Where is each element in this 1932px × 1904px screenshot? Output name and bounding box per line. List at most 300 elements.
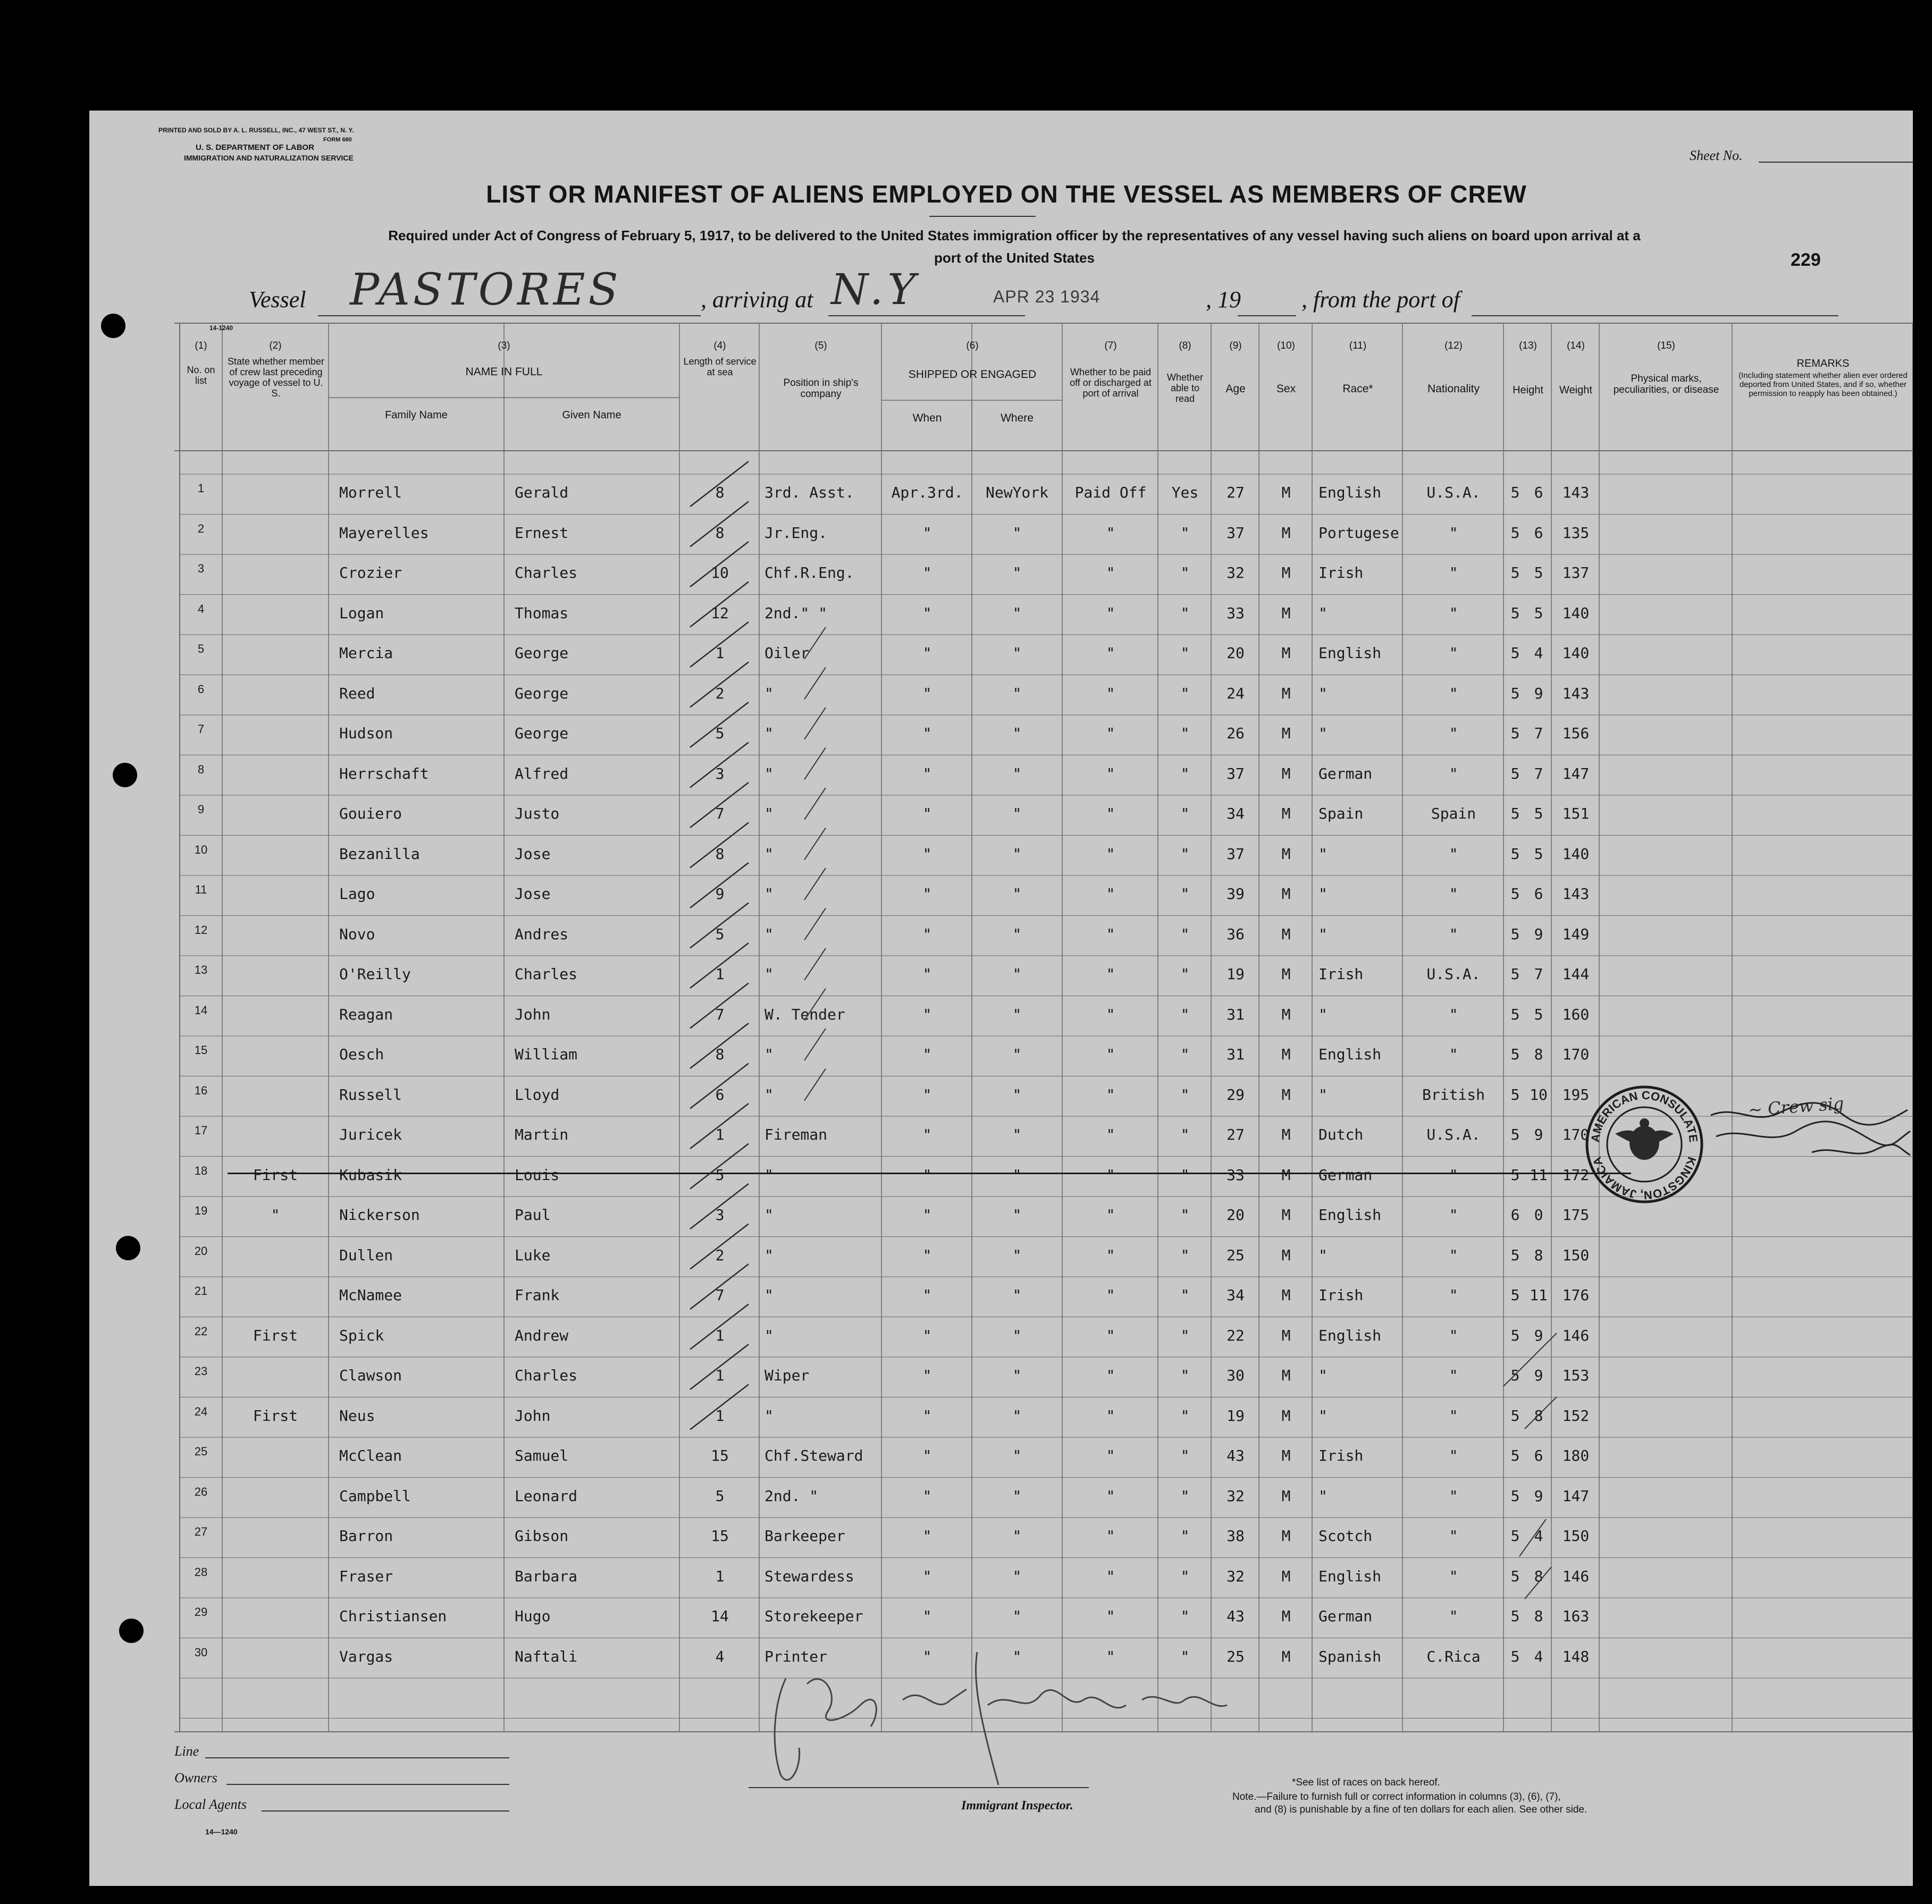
row-number: 27: [194, 1525, 208, 1538]
row-number: 16: [194, 1083, 208, 1097]
age: 43: [1227, 1607, 1245, 1625]
family-name: Kubasik: [339, 1166, 402, 1184]
nationality: ": [1449, 684, 1458, 702]
paid-off: ": [1106, 1166, 1115, 1184]
shipped-where: ": [1012, 1206, 1022, 1224]
nationality: ": [1449, 724, 1458, 742]
sex: M: [1281, 564, 1291, 582]
height-inches: 7: [1534, 965, 1543, 983]
height-inches: 7: [1534, 724, 1543, 742]
nationality: ": [1449, 764, 1458, 782]
length-of-service: 8: [715, 845, 725, 863]
able-to-read: ": [1180, 1046, 1190, 1063]
sex: M: [1281, 965, 1291, 983]
given-name: John: [515, 1005, 551, 1023]
height-feet: 5: [1510, 1447, 1520, 1464]
printer-line: PRINTED AND SOLD BY A. L. RUSSELL, INC., 47 WEST ST., N. Y.: [158, 127, 354, 134]
given-name: Thomas: [515, 604, 569, 622]
able-to-read: ": [1180, 1085, 1190, 1103]
nationality: ": [1449, 524, 1458, 542]
given-name: Gerald: [515, 484, 569, 501]
able-to-read: ": [1180, 684, 1190, 702]
family-name: Juricek: [339, 1126, 402, 1143]
weight: 163: [1562, 1607, 1590, 1625]
weight: 140: [1562, 604, 1590, 622]
shipped-where: ": [1012, 1085, 1022, 1103]
paid-off: ": [1106, 644, 1115, 662]
age: 32: [1227, 1567, 1245, 1585]
service-name: IMMIGRATION AND NATURALIZATION SERVICE: [184, 154, 354, 162]
race: English: [1318, 1206, 1382, 1224]
able-to-read: ": [1180, 524, 1190, 542]
paid-off: ": [1106, 805, 1115, 822]
length-of-service: 5: [715, 1166, 725, 1184]
age: 32: [1227, 1487, 1245, 1505]
sex: M: [1281, 1447, 1291, 1464]
col-9-header: Age: [1225, 383, 1246, 395]
sex: M: [1281, 524, 1291, 542]
col-16-note: (Including statement whether alien ever ordered deported from United States, and if so, whether permission to reapply has been obtained.): [1738, 371, 1908, 398]
race: English: [1318, 484, 1382, 501]
shipped-when: ": [922, 724, 932, 742]
races-note: *See list of races on back hereof.: [1292, 1777, 1440, 1788]
weight: 140: [1562, 845, 1590, 863]
paid-off: ": [1106, 1286, 1115, 1304]
length-of-service: 6: [715, 1085, 725, 1103]
able-to-read: ": [1180, 1447, 1190, 1464]
sex: M: [1281, 724, 1291, 742]
inspector-label: Immigrant Inspector.: [961, 1799, 1073, 1813]
shipped-when: ": [922, 1447, 932, 1464]
able-to-read: ": [1180, 1005, 1190, 1023]
paid-off: ": [1106, 1607, 1115, 1625]
col-11-number: (11): [1349, 340, 1367, 351]
nationality: Spain: [1431, 805, 1476, 822]
length-of-service: 3: [715, 764, 725, 782]
length-of-service: 10: [711, 564, 729, 582]
able-to-read: ": [1180, 805, 1190, 822]
height-inches: 6: [1534, 524, 1543, 542]
sex: M: [1281, 1367, 1291, 1384]
given-name: Hugo: [515, 1607, 551, 1625]
col-2-number: (2): [269, 340, 282, 351]
paid-off: ": [1106, 925, 1115, 943]
shipped-where: ": [1012, 1246, 1022, 1264]
nationality: ": [1449, 1005, 1458, 1023]
family-name: Mercia: [339, 644, 393, 662]
col-4-number: (4): [713, 340, 726, 351]
shipped-when: Apr.3rd.: [891, 484, 963, 501]
age: 39: [1227, 885, 1245, 903]
shipped-when: ": [922, 764, 932, 782]
weight: 175: [1562, 1206, 1590, 1224]
footer-owners-underline: [226, 1784, 509, 1785]
paid-off: ": [1106, 1246, 1115, 1264]
shipped-where: ": [1012, 1126, 1022, 1143]
height-feet: 5: [1510, 805, 1520, 822]
sex: M: [1281, 1326, 1291, 1344]
height-inches: 5: [1534, 805, 1543, 822]
able-to-read: ": [1180, 764, 1190, 782]
family-name: Gouiero: [339, 805, 402, 822]
ship-position: ": [765, 1085, 774, 1103]
length-of-service: 5: [715, 1487, 725, 1505]
nationality: ": [1449, 1326, 1458, 1344]
able-to-read: ": [1180, 1206, 1190, 1224]
col-13-number: (13): [1519, 340, 1537, 351]
row-number: 29: [194, 1605, 208, 1619]
height-inches: 11: [1530, 1286, 1548, 1304]
ship-position: Oiler: [765, 644, 810, 662]
sex: M: [1281, 604, 1291, 622]
nationality: ": [1449, 564, 1458, 582]
remark-scribble: [1706, 1094, 1913, 1168]
col-3-header: NAME IN FULL: [465, 366, 543, 378]
shipped-where: ": [1012, 1367, 1022, 1384]
col-1-number: (1): [195, 340, 207, 351]
ship-position: Barkeeper: [765, 1527, 845, 1545]
race: ": [1318, 1367, 1328, 1384]
length-of-service: 15: [711, 1447, 729, 1464]
race: ": [1318, 604, 1328, 622]
paid-off: ": [1106, 1406, 1115, 1425]
sex: M: [1281, 1567, 1291, 1585]
weight: 180: [1562, 1447, 1590, 1464]
shipped-when: ": [922, 885, 932, 903]
given-name: Barbara: [515, 1567, 578, 1585]
ship-position: Printer: [765, 1647, 828, 1665]
race: Scotch: [1318, 1527, 1373, 1545]
age: 20: [1227, 1206, 1245, 1224]
ship-position: Storekeeper: [765, 1607, 863, 1625]
row-number: 13: [194, 963, 208, 976]
given-name: Naftali: [515, 1647, 578, 1665]
row-number: 9: [197, 803, 205, 816]
race: ": [1318, 885, 1328, 903]
col-7-number: (7): [1104, 340, 1117, 351]
length-of-service: 1: [715, 1567, 725, 1585]
family-name: McNamee: [339, 1286, 402, 1304]
binder-hole: [119, 1619, 144, 1643]
height-inches: 6: [1534, 1447, 1543, 1464]
sex: M: [1281, 1046, 1291, 1063]
col-8-header: Whether able to read: [1166, 372, 1204, 404]
sex: M: [1281, 1246, 1291, 1264]
age: 22: [1227, 1326, 1245, 1344]
col-5-header: Position in ship's company: [783, 377, 859, 400]
footer-line-label: Line: [174, 1743, 199, 1759]
family-name: Christiansen: [339, 1607, 447, 1625]
age: 29: [1227, 1085, 1245, 1103]
given-name: Andrew: [515, 1326, 569, 1344]
row-number: 14: [194, 1003, 208, 1017]
weight: 170: [1562, 1046, 1590, 1063]
able-to-read: ": [1180, 644, 1190, 662]
sex: M: [1281, 764, 1291, 782]
arriving-port: N.Y: [831, 265, 920, 314]
age: 30: [1227, 1367, 1245, 1384]
paid-off: ": [1106, 684, 1115, 702]
able-to-read: ": [1180, 1527, 1190, 1545]
height-inches: 4: [1534, 1527, 1543, 1545]
height-feet: 6: [1510, 1206, 1520, 1224]
manifest-sheet: [89, 111, 1913, 1886]
height-inches: 8: [1534, 1246, 1543, 1264]
family-name: O'Reilly: [339, 965, 411, 983]
col-11-header: Race*: [1342, 383, 1373, 395]
weight: 172: [1562, 1166, 1590, 1184]
length-of-service: 2: [715, 1246, 725, 1264]
race: Irish: [1318, 1447, 1364, 1464]
arrival-date-stamp: APR 23 1934: [993, 287, 1101, 306]
row-number: 8: [197, 762, 205, 776]
year-label: , 19: [1206, 287, 1241, 313]
height-feet: 5: [1510, 1367, 1520, 1384]
height-feet: 5: [1510, 1326, 1520, 1344]
col-15-header: Physical marks, peculiarities, or disease: [1613, 373, 1719, 395]
age: 26: [1227, 724, 1245, 742]
nationality: ": [1449, 1527, 1458, 1545]
consulate-stamp: [1583, 1083, 1706, 1206]
shipped-when: ": [922, 1166, 932, 1184]
svg-text:KINGSTON, JAMAICA: [1590, 1155, 1699, 1202]
height-inches: 8: [1534, 1046, 1543, 1063]
vessel-name: PASTORES: [350, 265, 621, 315]
paid-off: ": [1106, 1647, 1115, 1665]
family-name: Hudson: [339, 724, 393, 742]
length-of-service: 5: [715, 925, 725, 943]
stamp-bottom-text: KINGSTON, JAMAICA: [1590, 1155, 1699, 1202]
ship-position: W. Tender: [765, 1005, 845, 1023]
weight: 160: [1562, 1005, 1590, 1023]
nationality: ": [1449, 604, 1458, 622]
shipped-where: ": [1012, 1647, 1022, 1665]
length-of-service: 7: [715, 1005, 725, 1023]
able-to-read: ": [1180, 1326, 1190, 1344]
col-3b-header: Given Name: [562, 409, 621, 421]
height-feet: 5: [1510, 1647, 1520, 1665]
height-inches: 7: [1534, 764, 1543, 782]
length-of-service: 1: [715, 1367, 725, 1384]
age: 37: [1227, 524, 1245, 542]
height-inches: 8: [1534, 1406, 1543, 1425]
weight: 143: [1562, 684, 1590, 702]
stamp-top-text: AMERICAN CONSULATE: [1588, 1088, 1701, 1143]
height-feet: 5: [1510, 484, 1520, 501]
height-feet: 5: [1510, 644, 1520, 662]
able-to-read: ": [1180, 1367, 1190, 1384]
given-name: Martin: [515, 1126, 569, 1143]
height-inches: 6: [1534, 885, 1543, 903]
nationality: ": [1449, 1406, 1458, 1425]
paid-off: ": [1106, 604, 1115, 622]
shipped-when: ": [922, 564, 932, 582]
col-10-header: Sex: [1276, 383, 1296, 395]
binder-hole: [116, 1236, 140, 1260]
race: Dutch: [1318, 1126, 1364, 1143]
ship-position: ": [765, 925, 774, 943]
shipped-where: ": [1012, 604, 1022, 622]
nationality: ": [1449, 845, 1458, 863]
family-name: Barron: [339, 1527, 393, 1545]
row-number: 7: [197, 722, 205, 736]
shipped-when: ": [922, 1005, 932, 1023]
given-name: Alfred: [515, 764, 569, 782]
shipped-where: ": [1012, 1406, 1022, 1425]
height-inches: 10: [1530, 1085, 1548, 1103]
weight: 140: [1562, 644, 1590, 662]
shipped-where: ": [1012, 805, 1022, 822]
given-name: George: [515, 684, 569, 702]
length-of-service: 5: [715, 724, 725, 742]
sex: M: [1281, 1085, 1291, 1103]
weight: 150: [1562, 1246, 1590, 1264]
height-feet: 5: [1510, 1406, 1520, 1425]
ship-position: ": [765, 805, 774, 822]
remark-handwriting-1: ~ Cr​ew sig: [1747, 1093, 1845, 1121]
row-number: 3: [197, 562, 205, 575]
able-to-read: ": [1180, 1647, 1190, 1665]
race: Irish: [1318, 965, 1364, 983]
length-of-service: 1: [715, 1406, 725, 1425]
col-14-number: (14): [1567, 340, 1585, 351]
height-feet: 5: [1510, 1527, 1520, 1545]
shipped-when: ": [922, 644, 932, 662]
col-7-header: Whether to be paid off or discharged at port of arrival: [1070, 367, 1152, 399]
weight: 156: [1562, 724, 1590, 742]
footer-agents-underline: [262, 1810, 509, 1812]
shipped-when: ": [922, 524, 932, 542]
ship-position: ": [765, 965, 774, 983]
paid-off: ": [1106, 1046, 1115, 1063]
sex: M: [1281, 1607, 1291, 1625]
shipped-where: NewYork: [985, 484, 1048, 501]
age: 33: [1227, 1166, 1245, 1184]
weight: 148: [1562, 1647, 1590, 1665]
height-inches: 5: [1534, 604, 1543, 622]
able-to-read: ": [1180, 1406, 1190, 1425]
race: ": [1318, 1085, 1328, 1103]
shipped-where: ": [1012, 1607, 1022, 1625]
shipped-when: ": [922, 1607, 932, 1625]
ship-position: ": [765, 1286, 774, 1304]
row-number: 20: [194, 1244, 208, 1258]
height-inches: 6: [1534, 484, 1543, 501]
height-inches: 5: [1534, 1005, 1543, 1023]
given-name: Paul: [515, 1206, 551, 1224]
given-name: George: [515, 644, 569, 662]
age: 19: [1227, 1406, 1245, 1425]
age: 27: [1227, 1126, 1245, 1143]
able-to-read: Yes: [1171, 484, 1199, 501]
age: 32: [1227, 564, 1245, 582]
family-name: Reagan: [339, 1005, 393, 1023]
paid-off: ": [1106, 1447, 1115, 1464]
shipped-when: ": [922, 1126, 932, 1143]
paid-off: ": [1106, 1005, 1115, 1023]
nationality: ": [1449, 925, 1458, 943]
row-number: 11: [195, 883, 207, 896]
shipped-when: ": [922, 1326, 932, 1344]
height-feet: 5: [1510, 1005, 1520, 1023]
sex: M: [1281, 805, 1291, 822]
shipped-where: ": [1012, 885, 1022, 903]
height-feet: 5: [1510, 604, 1520, 622]
weight: 170: [1562, 1126, 1590, 1143]
paid-off: ": [1106, 1527, 1115, 1545]
age: 34: [1227, 805, 1245, 822]
given-name: Justo: [515, 805, 560, 822]
shipped-when: ": [922, 1567, 932, 1585]
shipped-where: ": [1012, 524, 1022, 542]
length-of-service: 2: [715, 684, 725, 702]
age: 38: [1227, 1527, 1245, 1545]
nationality: ": [1449, 1166, 1458, 1184]
sex: M: [1281, 1406, 1291, 1425]
col-14-header: Weight: [1559, 384, 1592, 396]
race: ": [1318, 724, 1328, 742]
shipped-when: ": [922, 925, 932, 943]
nationality: ": [1449, 644, 1458, 662]
shipped-when: ": [922, 1647, 932, 1665]
weight: 143: [1562, 484, 1590, 501]
length-of-service: 3: [715, 1206, 725, 1224]
weight: 153: [1562, 1367, 1590, 1384]
height-feet: 5: [1510, 724, 1520, 742]
col-8-number: (8): [1179, 340, 1191, 351]
inspector-signature: [701, 1620, 1232, 1801]
shipped-where: ": [1012, 1567, 1022, 1585]
family-name: Russell: [339, 1085, 402, 1103]
sex: M: [1281, 1647, 1291, 1665]
race: German: [1318, 764, 1373, 782]
col-12-header: Nationality: [1427, 383, 1480, 395]
able-to-read: ": [1180, 564, 1190, 582]
shipped-when: ": [922, 805, 932, 822]
col-15-number: (15): [1657, 340, 1675, 351]
row-number: 2: [197, 521, 205, 535]
paid-off: ": [1106, 724, 1115, 742]
ship-position: Stewardess: [765, 1567, 854, 1585]
row-number: 19: [194, 1204, 208, 1217]
able-to-read: ": [1180, 1246, 1190, 1264]
given-name: John: [515, 1406, 551, 1425]
race: ": [1318, 1406, 1328, 1425]
family-name: Spick: [339, 1326, 384, 1344]
length-of-service: 8: [715, 484, 725, 501]
ship-position: ": [765, 845, 774, 863]
ship-position: Fireman: [765, 1126, 828, 1143]
race: ": [1318, 845, 1328, 863]
paid-off: ": [1106, 845, 1115, 863]
length-of-service: 15: [711, 1527, 729, 1545]
sex: M: [1281, 1487, 1291, 1505]
row-number: 26: [194, 1485, 208, 1498]
given-name: Louis: [515, 1166, 560, 1184]
height-feet: 5: [1510, 564, 1520, 582]
race: Portugese: [1318, 524, 1399, 542]
ship-position: 3rd. Asst.: [765, 484, 854, 501]
able-to-read: ": [1180, 885, 1190, 903]
given-name: Charles: [515, 564, 578, 582]
binder-hole: [113, 763, 137, 787]
paid-off: ": [1106, 1567, 1115, 1585]
family-name: Lago: [339, 885, 375, 903]
shipped-where: ": [1012, 1527, 1022, 1545]
family-name: Nickerson: [339, 1206, 420, 1224]
height-feet: 5: [1510, 1085, 1520, 1103]
age: 34: [1227, 1286, 1245, 1304]
